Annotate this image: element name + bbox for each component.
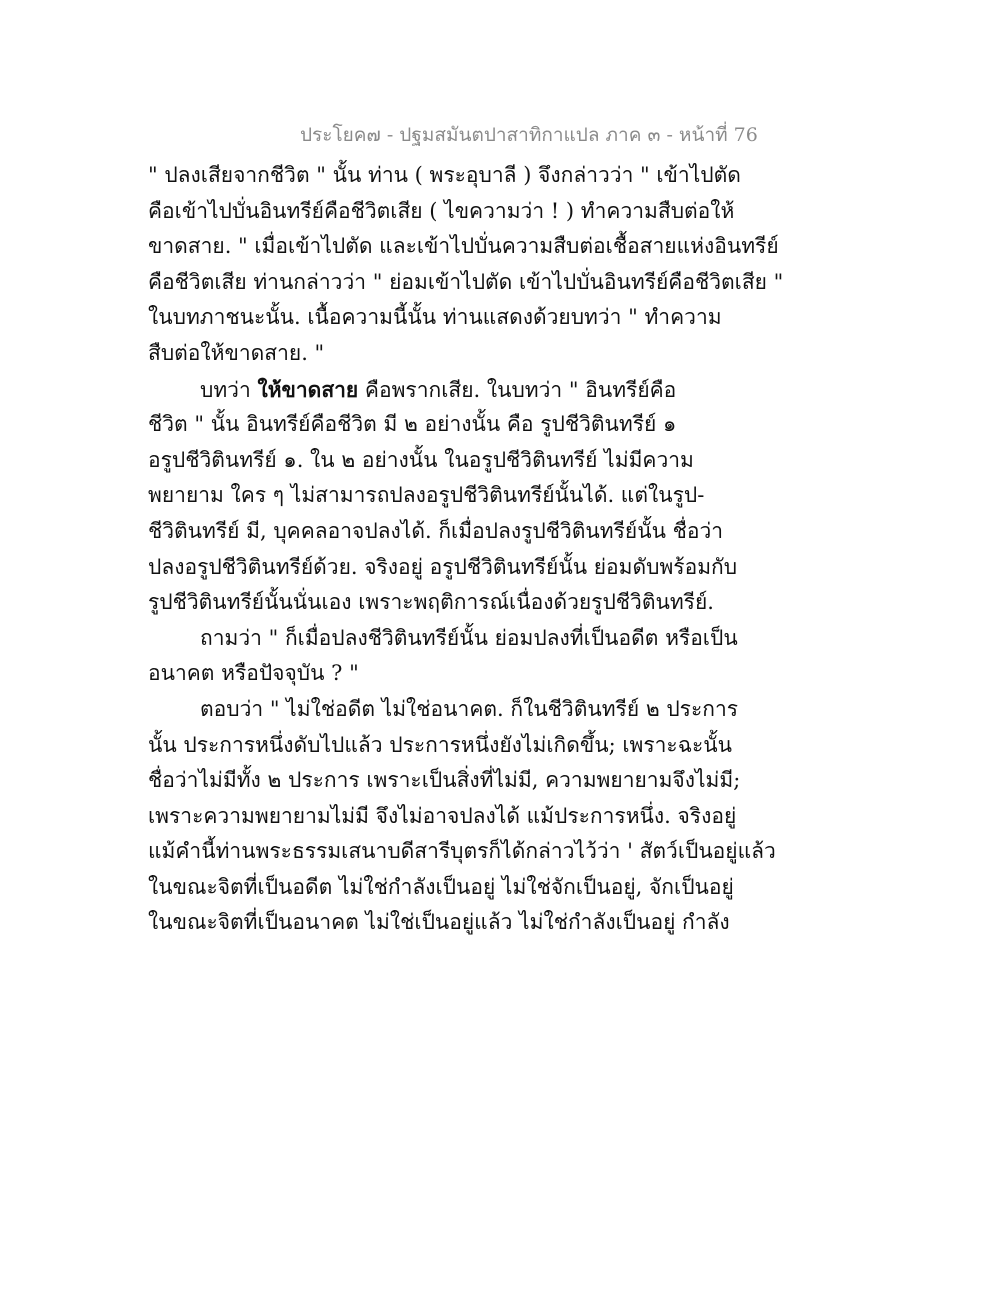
text-line: " ปลงเสียจากชีวิต " นั้น ท่าน ( พระอุบาลี ) จึงกล่าวว่า " เข้าไปตัด (148, 163, 741, 187)
paragraph-start-line (148, 372, 728, 408)
text-line: ขาดสาย. " เมื่อเข้าไปตัด และเข้าไปบั่นความสืบต่อเชื้อสายแห่งอินทรีย์ (148, 234, 779, 259)
paragraph-start-line: ถามว่า " ก็เมื่อปลงชีวิตินทรีย์นั้น ย่อมปลงที่เป็นอดีต หรือเป็น (200, 625, 738, 650)
text-line: ในขณะจิตที่เป็นอนาคต ไม่ใช่เป็นอยู่แล้ว ไม่ใช่กำลังเป็นอยู่ กำลัง (148, 910, 730, 935)
text-line: ชีวิต " นั้น อินทรีย์คือชีวิต มี ๒ อย่างนั้น คือ รูปชีวิตินทรีย์ ๑ (148, 412, 677, 437)
text-line: รูปชีวิตินทรีย์นั้นนั่นเอง เพราะพฤติการณ์เนื่องด้วยรูปชีวิตินทรีย์. (148, 590, 714, 615)
text-line: ชีวิตินทรีย์ มี, บุคคลอาจปลงได้. ก็เมื่อปลงรูปชีวิตินทรีย์นั้น ชื่อว่า (148, 518, 724, 543)
paragraph-start-line: ตอบว่า " ไม่ใช่อดีต ไม่ใช่อนาคต. ก็ในชีวิตินทรีย์ ๒ ประการ (200, 696, 739, 721)
text-line: สืบต่อให้ขาดสาย. " (148, 340, 325, 365)
text-line: ในขณะจิตที่เป็นอดีต ไม่ใช่กำลังเป็นอยู่ ไม่ใช่จักเป็นอยู่, จักเป็นอยู่ (148, 874, 734, 899)
text-lead: บทว่า (200, 377, 258, 402)
text-line: คือเข้าไปบั่นอินทรีย์คือชีวิตเสีย ( ไขความว่า ! ) ทำความสืบต่อให้ (148, 198, 735, 223)
text-rest: คือพรากเสีย. ในบทว่า " อินทรีย์คือ (358, 377, 677, 402)
defined-term: ให้ขาดสาย (257, 376, 359, 402)
text-line: แม้คำนี้ท่านพระธรรมเสนาบดีสารีบุตรก็ได้กล่าวไว้ว่า ' สัตว์เป็นอยู่แล้ว (148, 839, 776, 864)
text-line: อรูปชีวิตินทรีย์ ๑. ใน ๒ อย่างนั้น ในอรูปชีวิตินทรีย์ ไม่มีความ (148, 447, 694, 472)
text-line: ชื่อว่าไม่มีทั้ง ๒ ประการ เพราะเป็นสิ่งที่ไม่มี, ความพยายามจึงไม่มี; (148, 768, 741, 793)
text-line: พยายาม ใคร ๆ ไม่สามารถปลงอรูปชีวิตินทรีย์นั้นได้. แต่ในรูป- (148, 483, 705, 508)
text-line: เพราะความพยายามไม่มี จึงไม่อาจปลงได้ แม้ประการหนึ่ง. จริงอยู่ (148, 803, 737, 828)
body-text (148, 158, 784, 941)
running-header: ประโยค๗ - ปฐมสมันตปาสาทิกาแปล ภาค ๓ - หน้าที่ 76 (300, 124, 758, 146)
text-line: อนาคต หรือปัจจุบัน ? " (148, 661, 359, 686)
text-line: ในบทภาชนะนั้น. เนื้อความนี้นั้น ท่านแสดงด้วยบทว่า " ทำความ (148, 305, 722, 330)
text-line: นั้น ประการหนึ่งดับไปแล้ว ประการหนึ่งยังไม่เกิดขึ้น; เพราะฉะนั้น (148, 732, 732, 757)
text-line: คือชีวิตเสีย ท่านกล่าวว่า " ย่อมเข้าไปตัด เข้าไปบั่นอินทรีย์คือชีวิตเสีย " (148, 269, 784, 294)
text-line: ปลงอรูปชีวิตินทรีย์ด้วย. จริงอยู่ อรูปชีวิตินทรีย์นั้น ย่อมดับพร้อมกับ (148, 554, 738, 579)
